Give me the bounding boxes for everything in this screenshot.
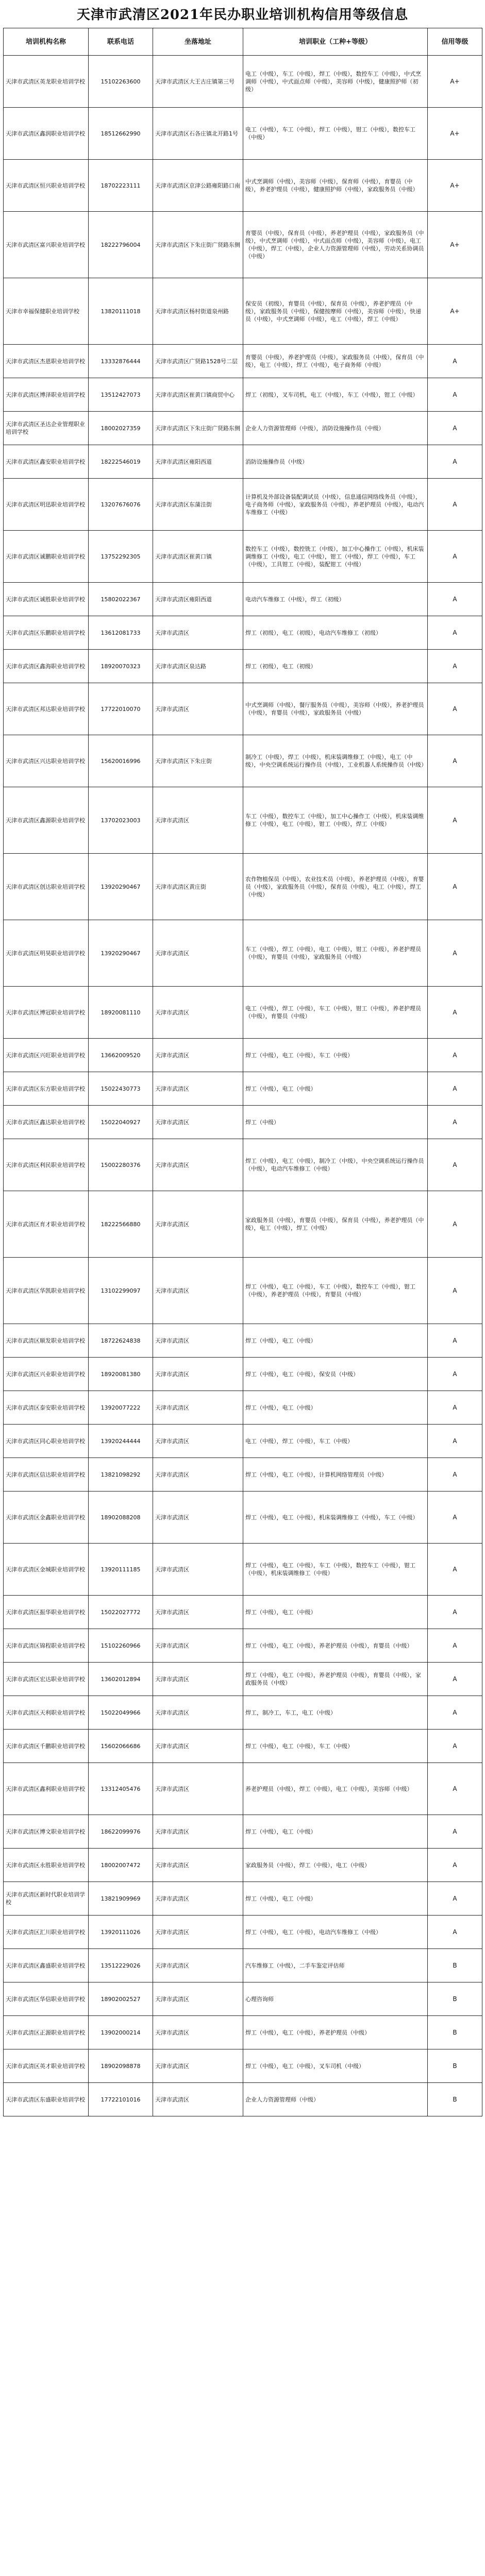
cell-address: 天津市武清区 — [153, 1730, 243, 1763]
cell-institution-name: 天津市武清区鑫达职业培训学校 — [4, 1106, 89, 1139]
cell-institution-name: 天津市武清区邦达职业培训学校 — [4, 683, 89, 735]
header-address: 坐落地址 — [153, 28, 243, 56]
cell-institution-name: 天津市武清区博冠职业培训学校 — [4, 987, 89, 1039]
table-row — [4, 1039, 482, 1072]
cell-credit-rating: A — [428, 650, 482, 683]
cell-phone: 15102263600 — [89, 56, 153, 108]
cell-institution-name: 天津市武清区泰安职业培训学校 — [4, 1391, 89, 1425]
table-row — [4, 2083, 482, 2116]
cell-phone: 13512229026 — [89, 1949, 153, 1982]
cell-credit-rating: A+ — [428, 278, 482, 345]
cell-address: 天津市武清区 — [153, 1139, 243, 1191]
cell-institution-name: 天津市武清区博文职业培训学校 — [4, 1815, 89, 1849]
cell-credit-rating: A — [428, 1191, 482, 1258]
cell-institution-name: 天津市武清区汇川职业培训学校 — [4, 1916, 89, 1949]
table-row — [4, 650, 482, 683]
cell-credit-rating: A — [428, 531, 482, 583]
cell-credit-rating: A — [428, 1629, 482, 1663]
cell-institution-name: 天津市武清区永胜职业培训学校 — [4, 1849, 89, 1882]
table-row — [4, 735, 482, 787]
cell-profession: 焊工（中级），电工（中级），电动汽车维修工（中级） — [243, 1916, 428, 1949]
header-profession: 培训职业（工种+等级） — [243, 28, 428, 56]
cell-credit-rating: A — [428, 787, 482, 854]
cell-address: 天津市武清区 — [153, 2016, 243, 2049]
cell-phone: 18702223111 — [89, 160, 153, 212]
table-row — [4, 1949, 482, 1982]
institution-table — [3, 28, 482, 2116]
cell-phone: 18222566880 — [89, 1191, 153, 1258]
table-row — [4, 683, 482, 735]
cell-phone: 13752292305 — [89, 531, 153, 583]
cell-profession: 焊工（中级），电工（中级），养老护理员（中级），育婴员（中级） — [243, 1629, 428, 1663]
cell-credit-rating: A — [428, 1072, 482, 1106]
cell-institution-name: 天津市武清区东盛职业培训学校 — [4, 2083, 89, 2116]
table-row — [4, 1258, 482, 1324]
cell-address: 天津市武清区 — [153, 616, 243, 650]
cell-phone: 13102299097 — [89, 1258, 153, 1324]
table-row — [4, 583, 482, 616]
cell-credit-rating: A — [428, 1730, 482, 1763]
cell-credit-rating: A — [428, 1492, 482, 1544]
cell-profession: 中式烹调师（中级），餐厅服务员（中级），美容师（中级），养老护理员（中级），育婴员（中级），家政服务员（中级） — [243, 683, 428, 735]
cell-institution-name: 天津市武清区金城职业培训学校 — [4, 1544, 89, 1596]
cell-address: 天津市武清区 — [153, 1916, 243, 1949]
cell-profession: 焊工（中级），电工（中级） — [243, 1596, 428, 1629]
cell-profession: 焊工（中级），电工（中级），机床装调维修工（中级），车工（中级） — [243, 1492, 428, 1544]
cell-profession: 育婴员（中级），保育员（中级），养老护理员（中级），家政服务员（中级），中式烹调师（中级），中式面点师（中级），美容师（中级），电工（中级），焊工（中级），企业人力资源管理师（中级），劳动关系协调员（中级） — [243, 212, 428, 278]
cell-address: 天津市武清区 — [153, 2083, 243, 2116]
cell-phone: 13207676076 — [89, 479, 153, 531]
cell-institution-name: 天津市武清区华凯职业培训学校 — [4, 1258, 89, 1324]
cell-address: 天津市武清区 — [153, 1696, 243, 1730]
cell-credit-rating: B — [428, 1949, 482, 1982]
cell-address: 天津市武清区泉达路 — [153, 650, 243, 683]
cell-address: 天津市武清区大王古庄镇第三号 — [153, 56, 243, 108]
cell-address: 天津市武清区崔黄口镇商贸中心 — [153, 378, 243, 412]
table-row — [4, 1916, 482, 1949]
cell-credit-rating: A — [428, 1358, 482, 1391]
cell-address: 天津市武清区 — [153, 1258, 243, 1324]
table-row — [4, 479, 482, 531]
cell-address: 天津市武清区 — [153, 1391, 243, 1425]
cell-credit-rating: A+ — [428, 56, 482, 108]
cell-institution-name: 天津市武清区信达职业培训学校 — [4, 1458, 89, 1492]
cell-credit-rating: A — [428, 1425, 482, 1458]
cell-address: 天津市武清区雍阳西道 — [153, 583, 243, 616]
table-row — [4, 1492, 482, 1544]
cell-profession: 焊工（初级），电工（初级），电动汽车维修工（初级） — [243, 616, 428, 650]
table-header-row — [4, 28, 482, 56]
cell-credit-rating: A — [428, 412, 482, 445]
cell-institution-name: 天津市武清区乐鹏职业培训学校 — [4, 616, 89, 650]
header-rating: 信用等级 — [428, 28, 482, 56]
cell-profession: 车工（中级），焊工（中级），电工（中级），钳工（中级），养老护理员（中级），育婴员（中级），家政服务员（中级） — [243, 920, 428, 987]
document-title: 天津市武清区2021年民办职业培训机构信用等级信息 — [76, 7, 409, 23]
cell-profession: 焊工（中级），电工（中级），计算机网络管理员（中级） — [243, 1458, 428, 1492]
cell-phone: 15620016996 — [89, 735, 153, 787]
cell-phone: 13602012894 — [89, 1663, 153, 1696]
cell-phone: 13332876444 — [89, 345, 153, 378]
cell-address: 天津市武清区 — [153, 1849, 243, 1882]
cell-credit-rating: A+ — [428, 108, 482, 160]
cell-address: 天津市武清区 — [153, 1106, 243, 1139]
cell-phone: 18920081110 — [89, 987, 153, 1039]
cell-address: 天津市武清区 — [153, 1596, 243, 1629]
cell-credit-rating: A — [428, 583, 482, 616]
cell-institution-name: 天津市武清区明昊职业培训学校 — [4, 920, 89, 987]
table-row — [4, 1106, 482, 1139]
table-row — [4, 1663, 482, 1696]
cell-profession: 家政服务员（中级），育婴员（中级），保育员（中级），养老护理员（中级），电工（中级），焊工（中级） — [243, 1191, 428, 1258]
cell-credit-rating: A+ — [428, 212, 482, 278]
cell-address: 天津市武清区 — [153, 987, 243, 1039]
cell-address: 天津市武清区 — [153, 1072, 243, 1106]
table-row — [4, 987, 482, 1039]
cell-institution-name: 天津市武清区英龙职业培训学校 — [4, 56, 89, 108]
cell-institution-name: 天津市武清区英才职业培训学校 — [4, 2049, 89, 2083]
table-row — [4, 56, 482, 108]
table-row — [4, 412, 482, 445]
cell-phone: 13920244444 — [89, 1425, 153, 1458]
cell-address: 天津市武清区广贤路1528号二层 — [153, 345, 243, 378]
cell-phone: 13702023003 — [89, 787, 153, 854]
cell-credit-rating: A — [428, 683, 482, 735]
cell-profession: 焊工（中级），电工（中级） — [243, 1882, 428, 1916]
cell-phone: 18920070323 — [89, 650, 153, 683]
cell-phone: 18002027359 — [89, 412, 153, 445]
cell-institution-name: 天津市武清区明迅职业培训学校 — [4, 479, 89, 531]
cell-profession: 焊工（中级），电工（中级），保安员（中级） — [243, 1358, 428, 1391]
cell-phone: 13820111018 — [89, 278, 153, 345]
cell-phone: 13920111185 — [89, 1544, 153, 1596]
cell-phone: 13920290467 — [89, 854, 153, 920]
cell-credit-rating: A — [428, 1815, 482, 1849]
cell-address: 天津市武清区 — [153, 1458, 243, 1492]
cell-address: 天津市武清区 — [153, 787, 243, 854]
cell-profession: 电工（中级），车工（中级），焊工（中级），钳工（中级），数控车工（中级） — [243, 108, 428, 160]
cell-address: 天津市武清区下朱庄街 — [153, 735, 243, 787]
header-name: 培训机构名称 — [4, 28, 89, 56]
cell-credit-rating: A — [428, 1324, 482, 1358]
cell-phone: 15602066686 — [89, 1730, 153, 1763]
cell-institution-name: 天津市武清区天利职业培训学校 — [4, 1696, 89, 1730]
cell-address: 天津市武清区 — [153, 1324, 243, 1358]
cell-phone: 13821098292 — [89, 1458, 153, 1492]
table-row — [4, 1391, 482, 1425]
cell-address: 天津市武清区 — [153, 1949, 243, 1982]
cell-institution-name: 天津市武清区锦程职业培训学校 — [4, 1629, 89, 1663]
cell-profession: 电动汽车维修工（中级），焊工（初级） — [243, 583, 428, 616]
table-row — [4, 854, 482, 920]
cell-profession: 汽车维修工（中级），二手车鉴定评估师 — [243, 1949, 428, 1982]
table-row — [4, 1458, 482, 1492]
cell-credit-rating: A — [428, 1106, 482, 1139]
table-row — [4, 1696, 482, 1730]
cell-institution-name: 天津市武清区杰恩职业培训学校 — [4, 345, 89, 378]
cell-institution-name: 天津市武清区振华职业培训学校 — [4, 1596, 89, 1629]
cell-phone: 15002280376 — [89, 1139, 153, 1191]
cell-phone: 15022049966 — [89, 1696, 153, 1730]
cell-phone: 18920081380 — [89, 1358, 153, 1391]
cell-phone: 17722101016 — [89, 2083, 153, 2116]
cell-profession: 焊工（中级），电工（中级），叉车司机（中级） — [243, 2049, 428, 2083]
cell-institution-name: 天津市武清区诚胜职业培训学校 — [4, 583, 89, 616]
cell-profession: 数控车工（中级），数控铣工（中级），加工中心操作工（中级），机床装调维修工（中级），电工（中级），钳工（中级），焊工（中级），车工（中级），工具钳工（中级），装配钳工（中级） — [243, 531, 428, 583]
cell-address: 天津市武清区 — [153, 1425, 243, 1458]
table-row — [4, 278, 482, 345]
cell-phone: 15802022367 — [89, 583, 153, 616]
table-row — [4, 1815, 482, 1849]
cell-credit-rating: A — [428, 345, 482, 378]
cell-profession: 焊工（初级），叉车司机，电工（中级），车工（中级），钳工（中级） — [243, 378, 428, 412]
cell-address: 天津市武清区 — [153, 683, 243, 735]
table-row — [4, 1629, 482, 1663]
cell-credit-rating: B — [428, 2049, 482, 2083]
table-row — [4, 1763, 482, 1815]
table-row — [4, 345, 482, 378]
cell-phone: 18902098878 — [89, 2049, 153, 2083]
cell-profession: 车工（中级），数控车工（中级），加工中心操作工（中级），机床装调维修工（中级），电工（中级），钳工（中级），焊工（中级） — [243, 787, 428, 854]
cell-institution-name: 天津市武清区富兴职业培训学校 — [4, 212, 89, 278]
cell-credit-rating: A — [428, 1458, 482, 1492]
cell-institution-name: 天津市武清区鑫安职业培训学校 — [4, 445, 89, 479]
cell-credit-rating: B — [428, 1982, 482, 2016]
cell-credit-rating: A — [428, 1139, 482, 1191]
cell-institution-name: 天津市武清区金鑫职业培训学校 — [4, 1492, 89, 1544]
table-row — [4, 1191, 482, 1258]
cell-address: 天津市武清区石各庄镇北开路1号 — [153, 108, 243, 160]
cell-address: 天津市武清区京津公路雍阳路口南 — [153, 160, 243, 212]
cell-profession: 育婴员（中级），养老护理员（中级），家政服务员（中级），保育员（中级），电工（中级），焊工（中级），电子商务师（中级） — [243, 345, 428, 378]
cell-profession: 心理咨询师 — [243, 1982, 428, 2016]
table-row — [4, 1544, 482, 1596]
cell-credit-rating: A — [428, 1849, 482, 1882]
cell-profession: 焊工（中级），电工（中级） — [243, 1815, 428, 1849]
table-row — [4, 531, 482, 583]
cell-institution-name: 天津市武清区同心职业培训学校 — [4, 1425, 89, 1458]
cell-institution-name: 天津市武清区鑫海职业培训学校 — [4, 650, 89, 683]
cell-address: 天津市武清区崔黄口镇 — [153, 531, 243, 583]
table-row — [4, 1072, 482, 1106]
cell-address: 天津市武清区 — [153, 1763, 243, 1815]
cell-phone: 15022430773 — [89, 1072, 153, 1106]
cell-profession: 企业人力资源管理师（中级），消防设施操作员（中级） — [243, 412, 428, 445]
table-row — [4, 1730, 482, 1763]
cell-address: 天津市武清区 — [153, 1882, 243, 1916]
cell-credit-rating: B — [428, 2016, 482, 2049]
cell-phone: 18722624838 — [89, 1324, 153, 1358]
cell-institution-name: 天津市武清区育才职业培训学校 — [4, 1191, 89, 1258]
cell-phone: 13512427073 — [89, 378, 153, 412]
table-row — [4, 2016, 482, 2049]
cell-address: 天津市武清区 — [153, 1492, 243, 1544]
cell-institution-name: 天津市武清区兴业职业培训学校 — [4, 1358, 89, 1391]
cell-institution-name: 天津市武清区宏达职业培训学校 — [4, 1663, 89, 1696]
table-row — [4, 445, 482, 479]
cell-phone: 13920077222 — [89, 1391, 153, 1425]
cell-phone: 13312405476 — [89, 1763, 153, 1815]
table-row — [4, 2049, 482, 2083]
table-row — [4, 787, 482, 854]
cell-address: 天津市武清区下朱庄街广贤路东侧 — [153, 412, 243, 445]
cell-phone: 17722010070 — [89, 683, 153, 735]
cell-profession: 企业人力资源管理师（中级） — [243, 2083, 428, 2116]
table-row — [4, 1849, 482, 1882]
cell-profession: 焊工（中级），电工（中级） — [243, 1324, 428, 1358]
cell-profession: 焊工（中级），电工（中级），车工（中级），数控车工（中级），钳工（中级），养老护理员（中级），育婴员（中级） — [243, 1258, 428, 1324]
cell-credit-rating: A — [428, 378, 482, 412]
cell-phone: 13920111026 — [89, 1916, 153, 1949]
cell-institution-name: 天津市武清区鑫盛职业培训学校 — [4, 1949, 89, 1982]
cell-profession: 焊工（中级），电工（中级） — [243, 1072, 428, 1106]
cell-address: 天津市武清区雍阳西道 — [153, 445, 243, 479]
cell-phone: 13902000214 — [89, 2016, 153, 2049]
cell-institution-name: 天津市武清区圣达企业管理职业培训学校 — [4, 412, 89, 445]
cell-profession: 消防设施操作员（中级） — [243, 445, 428, 479]
cell-institution-name: 天津市武清区新时代职业培训学校 — [4, 1882, 89, 1916]
cell-address: 天津市武清区 — [153, 1629, 243, 1663]
cell-address: 天津市武清区 — [153, 1663, 243, 1696]
cell-profession: 焊工，制冷工，车工，电工（中级） — [243, 1696, 428, 1730]
cell-institution-name: 天津市幸福保健职业培训学校 — [4, 278, 89, 345]
table-row — [4, 1596, 482, 1629]
cell-credit-rating: A — [428, 1544, 482, 1596]
cell-credit-rating: A — [428, 920, 482, 987]
cell-phone: 13821909969 — [89, 1882, 153, 1916]
cell-institution-name: 天津市武清区鑫利职业培训学校 — [4, 1763, 89, 1815]
table-row — [4, 1324, 482, 1358]
cell-profession: 电工（中级），焊工（中级），车工（中级），钳工（中级），养老护理员（中级），育婴员（中级） — [243, 987, 428, 1039]
cell-profession: 家政服务员（中级），焊工（中级），电工（中级） — [243, 1849, 428, 1882]
cell-credit-rating: A — [428, 445, 482, 479]
cell-phone: 18622099976 — [89, 1815, 153, 1849]
cell-address: 天津市武清区 — [153, 920, 243, 987]
cell-profession: 焊工（中级），电工（中级），车工（中级），数控车工（中级），钳工（中级），机床装调维修工（中级） — [243, 1544, 428, 1596]
cell-phone: 18902002527 — [89, 1982, 153, 2016]
table-row — [4, 616, 482, 650]
cell-phone: 18002007472 — [89, 1849, 153, 1882]
cell-profession: 中式烹调师（中级），美容师（中级），保育师（中级），育婴员（中级），养老护理员（中级），健康照护师（中级），家政服务员（中级） — [243, 160, 428, 212]
cell-institution-name: 天津市武清区华信职业培训学校 — [4, 1982, 89, 2016]
cell-profession: 焊工（中级），电工（中级），车工（中级） — [243, 1039, 428, 1072]
table-row — [4, 1358, 482, 1391]
cell-institution-name: 天津市武清区恒兴职业培训学校 — [4, 160, 89, 212]
cell-profession: 制冷工（中级），焊工（中级），机床装调维修工（中级），电工（中级），中央空调系统运行操作员（中级），工业机器人系统操作员（中级） — [243, 735, 428, 787]
cell-institution-name: 天津市武清区兴达职业培训学校 — [4, 735, 89, 787]
table-row — [4, 378, 482, 412]
cell-profession: 焊工（中级） — [243, 1106, 428, 1139]
cell-credit-rating: A — [428, 1696, 482, 1730]
cell-institution-name: 天津市武清区东方职业培训学校 — [4, 1072, 89, 1106]
table-row — [4, 920, 482, 987]
cell-address: 天津市武清区 — [153, 1358, 243, 1391]
cell-credit-rating: A — [428, 1391, 482, 1425]
cell-phone: 18902088208 — [89, 1492, 153, 1544]
cell-address: 天津市武清区 — [153, 1191, 243, 1258]
table-body — [4, 56, 482, 2116]
cell-institution-name: 天津市武清区创达职业培训学校 — [4, 854, 89, 920]
cell-institution-name: 天津市武清区博泽职业培训学校 — [4, 378, 89, 412]
cell-credit-rating: A — [428, 1039, 482, 1072]
cell-address: 天津市武清区 — [153, 1982, 243, 2016]
header-phone: 联系电话 — [89, 28, 153, 56]
cell-phone: 15022027772 — [89, 1596, 153, 1629]
cell-credit-rating: A — [428, 616, 482, 650]
cell-phone: 18222796004 — [89, 212, 153, 278]
cell-credit-rating: A — [428, 1258, 482, 1324]
cell-institution-name: 天津市武清区千鹏职业培训学校 — [4, 1730, 89, 1763]
cell-credit-rating: A — [428, 1882, 482, 1916]
cell-credit-rating: A — [428, 479, 482, 531]
cell-address: 天津市武清区 — [153, 1815, 243, 1849]
cell-address: 天津市武清区黄庄街 — [153, 854, 243, 920]
cell-institution-name: 天津市武清区正源职业培训学校 — [4, 2016, 89, 2049]
table-row — [4, 1982, 482, 2016]
table-row — [4, 1139, 482, 1191]
cell-profession: 焊工（初级），电工（初级） — [243, 650, 428, 683]
cell-phone: 13662009520 — [89, 1039, 153, 1072]
cell-credit-rating: B — [428, 2083, 482, 2116]
cell-profession: 电工（中级），车工（中级），焊工（中级），数控车工（中级），中式烹调师（中级），中式面点师（中级），美容师（中级），健康照护师（初级） — [243, 56, 428, 108]
cell-address: 天津市武清区东蒲洼街 — [153, 479, 243, 531]
cell-address: 天津市武清区 — [153, 1544, 243, 1596]
cell-address: 天津市武清区杨村街道泉州路 — [153, 278, 243, 345]
cell-phone: 18222546019 — [89, 445, 153, 479]
cell-credit-rating: A — [428, 987, 482, 1039]
cell-profession: 电工（中级），焊工（中级），车工（中级） — [243, 1425, 428, 1458]
table-row — [4, 160, 482, 212]
cell-profession: 保安员（初级），育婴员（中级），保育员（中级），养老护理员（中级），家政服务员（中级），保健按摩师（中级），美容师（中级），快递员（中级），中式烹调师（中级），电工（中级），焊工（中级） — [243, 278, 428, 345]
cell-institution-name: 天津市武清区诚鹏职业培训学校 — [4, 531, 89, 583]
cell-institution-name: 天津市武清区鑫源职业培训学校 — [4, 787, 89, 854]
cell-profession: 计算机及外部设备装配调试员（中级），信息通信网络线务员（中级），电子商务师（中级），家政服务员（中级），养老护理员（中级），电动汽车维修工（中级） — [243, 479, 428, 531]
cell-institution-name: 天津市武清区利民职业培训学校 — [4, 1139, 89, 1191]
table-row — [4, 1425, 482, 1458]
cell-credit-rating: A — [428, 1763, 482, 1815]
cell-profession: 养老护理员（中级），焊工（中级），电工（中级），美容师（中级） — [243, 1763, 428, 1815]
table-row — [4, 108, 482, 160]
cell-institution-name: 天津市武清区顺发职业培训学校 — [4, 1324, 89, 1358]
cell-phone: 13612081733 — [89, 616, 153, 650]
cell-profession: 焊工（中级），电工（中级），制冷工（中级），中央空调系统运行操作员（中级），电动汽车维修工（中级） — [243, 1139, 428, 1191]
table-row — [4, 212, 482, 278]
cell-address: 天津市武清区 — [153, 1039, 243, 1072]
cell-profession: 焊工（中级），电工（中级） — [243, 1391, 428, 1425]
cell-profession: 农作物植保员（中级），农业技术员（中级），养老护理员（中级），育婴员（中级），家政服务员（中级），保育员（中级），电工（中级），焊工（中级） — [243, 854, 428, 920]
cell-phone: 13920290467 — [89, 920, 153, 987]
cell-credit-rating: A — [428, 735, 482, 787]
cell-credit-rating: A — [428, 1916, 482, 1949]
cell-phone: 15022040927 — [89, 1106, 153, 1139]
cell-phone: 18512662990 — [89, 108, 153, 160]
cell-phone: 15102260966 — [89, 1629, 153, 1663]
cell-credit-rating: A — [428, 1663, 482, 1696]
cell-address: 天津市武清区下朱庄街广贤路东侧 — [153, 212, 243, 278]
cell-credit-rating: A — [428, 854, 482, 920]
table-row — [4, 1882, 482, 1916]
cell-address: 天津市武清区 — [153, 2049, 243, 2083]
cell-institution-name: 天津市武清区兴旺职业培训学校 — [4, 1039, 89, 1072]
cell-credit-rating: A+ — [428, 160, 482, 212]
cell-profession: 焊工（中级），电工（中级），养老护理员（中级），育婴员（中级），家政服务员（中级） — [243, 1663, 428, 1696]
cell-credit-rating: A — [428, 1596, 482, 1629]
cell-profession: 焊工（中级），电工（中级），养老护理员（中级） — [243, 2016, 428, 2049]
cell-institution-name: 天津市武清区鑫润职业培训学校 — [4, 108, 89, 160]
cell-profession: 焊工（中级），电工（中级），车工（中级） — [243, 1730, 428, 1763]
